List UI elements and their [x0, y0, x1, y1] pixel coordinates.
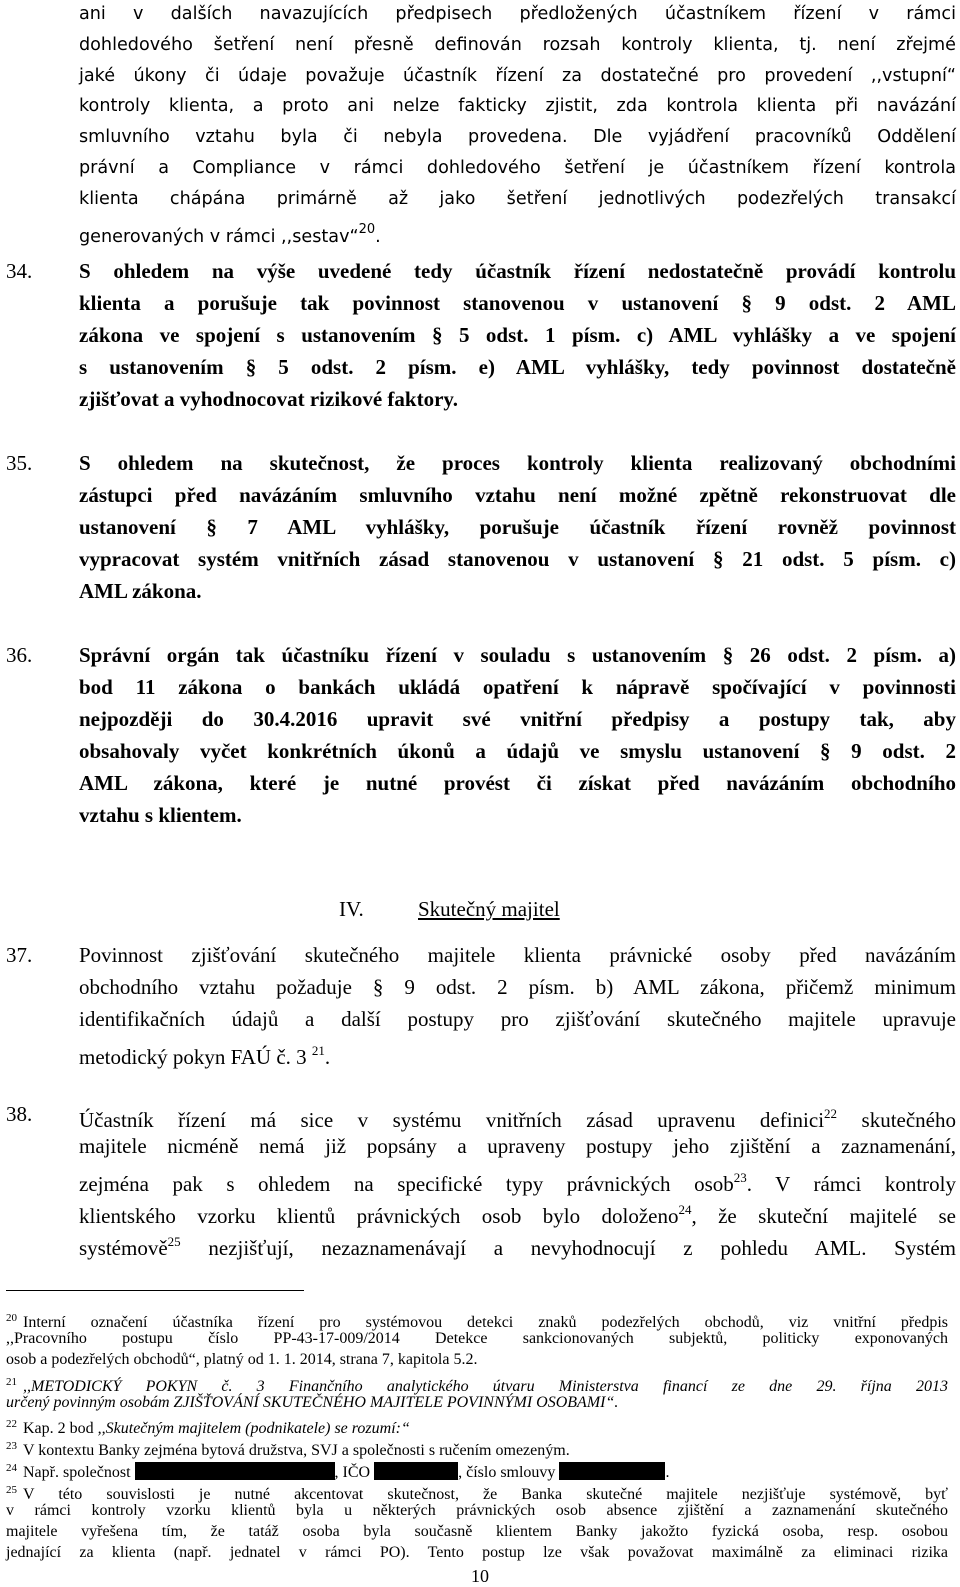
footnote-number: 23 — [6, 1440, 17, 1452]
intro-last-text: generovaných v rámci ,,sestav“ — [79, 227, 359, 247]
footnote-separator — [6, 1290, 304, 1291]
paragraph-line — [79, 1229, 956, 1261]
paragraph-line: vypracovat systém vnitřních zásad stanovenou v ustanovení § 21 odst. 5 písm. c) — [79, 547, 956, 571]
footnote-line: ,,Pracovního postupu číslo PP-43-17-009/2014 Detekce sankcionovaných subjektů, politicky exponovaných — [6, 1330, 948, 1347]
paragraph-line: bod 11 zákona o bankách ukládá opatření k nápravě spočívající v povinnosti — [79, 675, 956, 699]
paragraph-line: zástupci před navázáním smluvního vztahu není možné zpětně rekonstruovat dle — [79, 483, 956, 507]
footnote-ref-22[interactable]: 22 — [824, 1106, 838, 1121]
paragraph-line: S ohledem na skutečnost, že proces kontroly klienta realizovaný obchodními — [79, 451, 956, 475]
footnote-text: V kontextu Banky zejména bytová družstva, SVJ a společnosti s ručením omezeným. — [23, 1442, 570, 1459]
paragraph-number: 38. — [6, 1102, 33, 1126]
paragraph-line: ustanovení § 7 AML vyhlášky, porušuje účastník řízení rovněž povinnost — [79, 515, 956, 539]
footnote-text: Kap. 2 bod — [23, 1420, 98, 1437]
paragraph-number: 34. — [6, 259, 33, 283]
footnote-text: ,,METODICKÝ POKYN č. 3 Finančního analytického útvaru Ministerstva financí ze dne 29. října 2013 — [23, 1378, 948, 1395]
paragraph-line: s ustanovením § 5 odst. 2 písm. e) AML vyhlášky, tedy povinnost dostatečně — [79, 355, 956, 379]
page-number: 10 — [471, 1566, 489, 1586]
footnote-text: , IČO — [334, 1464, 375, 1481]
footnote-text: Interní označení účastníka řízení pro systémovou detekci znaků podezřelých obchodů, viz vnitřní předpis — [23, 1314, 948, 1331]
paragraph-line-text: skutečného — [837, 1108, 956, 1132]
paragraph-line — [79, 1165, 956, 1197]
paragraph-line: AML zákona. — [79, 579, 202, 603]
paragraph-number: 35. — [6, 451, 33, 475]
paragraph-line: Správní orgán tak účastníku řízení v souladu s ustanovením § 26 odst. 2 písm. a) — [79, 643, 956, 667]
footnote-ref-25[interactable]: 25 — [167, 1234, 181, 1249]
paragraph-line-text: nezjišťují, nezaznamenávají a nevyhodnocují z pohledu AML. Systém — [180, 1236, 956, 1260]
paragraph-line-text: . V rámci kontroly — [746, 1172, 956, 1196]
paragraph-line: identifikačních údajů a další postupy pro zjišťování skutečného majitele upravuje — [79, 1007, 956, 1031]
paragraph-line-text: metodický pokyn FAÚ č. 3 — [79, 1045, 307, 1069]
intro-last-line — [79, 217, 381, 250]
paragraph-line: zákona ve spojení s ustanovením § 5 odst. 1 písm. c) AML vyhlášky a ve spojení — [79, 323, 956, 347]
footnote-number: 22 — [6, 1418, 17, 1430]
paragraph-line-text: , že skuteční majitelé se — [691, 1204, 956, 1228]
footnote-number: 21 — [6, 1376, 17, 1388]
paragraph-line-text: Účastník řízení má sice v systému vnitřních zásad upravenu definici — [79, 1108, 825, 1132]
paragraph-line: nejpozději do 30.4.2016 upravit své vnitřní předpisy a postupy tak, aby — [79, 707, 956, 731]
intro-line: právní a Compliance v rámci dohledového šetření je účastníkem řízení kontrola — [79, 158, 956, 178]
paragraph-line: majitele nicméně nemá již popsány a upraveny postupy jeho zjištění a zaznamenání, — [79, 1134, 956, 1158]
paragraph-line: obsahovaly vyčet konkrétních úkonů a údajů ve smyslu ustanovení § 9 odst. 2 — [79, 739, 956, 763]
redacted-contract-number — [559, 1462, 665, 1480]
section-title: Skutečný majitel — [418, 897, 560, 921]
intro-line: klienta chápána primárně až jako šetření jednotlivých podezřelých transakcí — [79, 189, 956, 209]
intro-line: kontroly klienta, a proto ani nelze fakticky zjistit, zda kontrola klienta při navázání — [79, 96, 956, 116]
footnote-ref-23[interactable]: 23 — [733, 1170, 747, 1185]
paragraph-line-tail: . — [324, 1045, 331, 1069]
footnote-ref-21[interactable]: 21 — [311, 1043, 325, 1058]
paragraph-line: obchodního vztahu požaduje § 9 odst. 2 písm. b) AML zákona, přičemž minimum — [79, 975, 956, 999]
paragraph-line-text: klientského vzorku klientů právnických osob bylo doloženo — [79, 1204, 679, 1228]
paragraph-last-line — [79, 1038, 330, 1070]
paragraph-line: AML zákona, které je nutné provést či získat před navázáním obchodního — [79, 771, 956, 795]
footnote-line: majitele vyřešena tím, že tatáž osoba byla současně klientem Banky jakožto fyzická osoba, resp. osobou — [6, 1523, 948, 1540]
section-roman: IV. — [339, 897, 364, 921]
footnote-ref-24[interactable]: 24 — [678, 1202, 692, 1217]
paragraph-number: 37. — [6, 943, 33, 967]
paragraph-line — [79, 1197, 956, 1229]
footnote-text: . — [665, 1464, 670, 1481]
paragraph-line: zjišťovat a vyhodnocovat rizikové faktory. — [79, 387, 458, 411]
footnote-line: v rámci kontroly vzorku klientů byla u některých právnických osob absence zjištění a zaznamenání skutečného — [6, 1502, 948, 1519]
paragraph-number: 36. — [6, 643, 33, 667]
footnote-text: V této souvislosti je nutné akcentovat skutečnost, že Banka skutečné majitele nezjišťuje systémově, byť — [23, 1486, 948, 1503]
footnote-text: , číslo smlouvy — [458, 1464, 560, 1481]
intro-line: dohledového šetření není přesně definován rozsah kontroly klienta, tj. není zřejmé — [79, 35, 956, 55]
redacted-ico — [374, 1462, 458, 1480]
footnote-text: ,,Skutečným majitelem (podnikatele) se rozumí:“ — [97, 1420, 410, 1437]
footnote-ref-20[interactable]: 20 — [358, 222, 376, 237]
paragraph-line — [79, 1101, 956, 1133]
intro-line: smluvního vztahu byla či nebyla provedena. Dle vyjádření pracovníků Oddělení — [79, 127, 956, 147]
intro-line: jaké úkony či údaje považuje účastník řízení za dostatečné pro provedení ,,vstupní“ — [79, 66, 956, 86]
paragraph-line: Povinnost zjišťování skutečného majitele klienta právnické osoby před navázáním — [79, 943, 956, 967]
footnote-number: 20 — [6, 1312, 17, 1324]
intro-last-tail: . — [375, 227, 381, 247]
paragraph-line: vztahu s klientem. — [79, 803, 242, 827]
paragraph-line-text: systémově — [79, 1236, 168, 1260]
intro-line: ani v dalších navazujících předpisech předložených účastníkem řízení v rámci — [79, 4, 956, 24]
footnote-text: Např. společnost — [23, 1464, 135, 1481]
footnote-number: 25 — [6, 1484, 17, 1496]
redacted-company-name — [135, 1462, 335, 1480]
paragraph-line-text: zejména pak s ohledem na specifické typy právnických osob — [79, 1172, 734, 1196]
footnote-line: jednající za klienta (např. jednatel v rámci PO). Tento postup lze však považovat maximálně za eliminaci rizika — [6, 1544, 948, 1561]
footnote-line: určený povinným osobám ZJIŠŤOVÁNÍ SKUTEČNÉHO MAJITELE POVINNÝMI OSOBAMI“. — [6, 1394, 619, 1411]
paragraph-line: klienta a porušuje tak povinnost stanovenou v ustanovení § 9 odst. 2 AML — [79, 291, 956, 315]
paragraph-line: S ohledem na výše uvedené tedy účastník řízení nedostatečně provádí kontrolu — [79, 259, 956, 283]
footnote-number: 24 — [6, 1462, 17, 1474]
footnote-line: osob a podezřelých obchodů“, platný od 1. 1. 2014, strana 7, kapitola 5.2. — [6, 1351, 478, 1368]
